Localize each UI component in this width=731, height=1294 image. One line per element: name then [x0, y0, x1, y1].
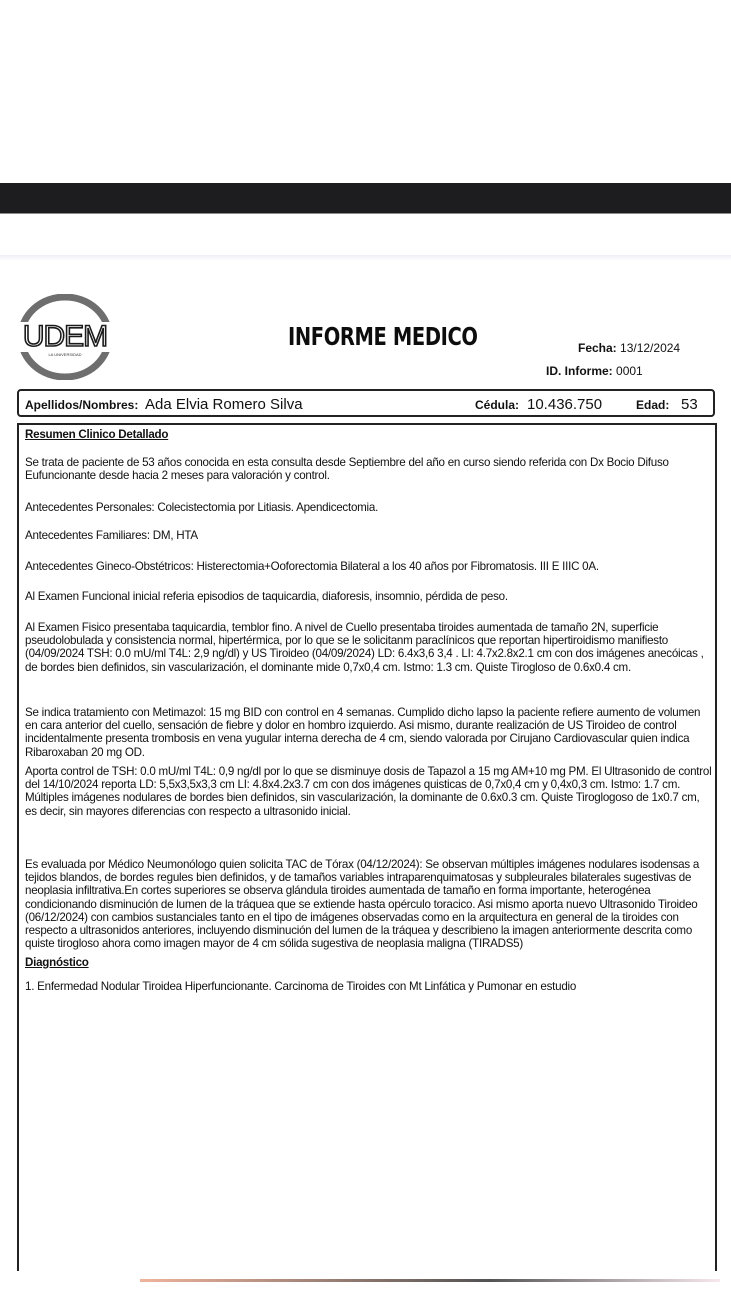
diagnostico-heading: Diagnóstico: [25, 956, 89, 969]
logo-subtext: LA UNIVERSIDAD: [48, 352, 82, 357]
fecha-value: 13/12/2024: [620, 341, 681, 355]
control-ultrasonido: Aporta control de TSH: 0.0 mU/ml T4L: 0,9 ng/dl por lo que se disminuye dosis de Tapazol a 15 mg AM+10 mg PM. El Ultrasonido de control del 14/10/2024 reporta LD: 5,5x3,5x3,3 cm LI: 4.8x4.2x3.7 cm con dos imágenes quisticas de 0,7x0,4 cm y 0,4x0,3 cm. Istmo: 1.7 cm. Múltiples imágenes nodulares de bordes bien definidos, sin vascularización, la dominante de 0.6x0.3 cm. Quiste Tiroglogoso de 1x0.7 cm, es decir, sin mayores diferencias con respecto a ultrasonido inicial.: [25, 765, 712, 818]
examen-fisico: Al Examen Fisico presentaba taquicardia, temblor fino. A nivel de Cuello presentaba tiroides aumentada de tamaño 2N, superficie pseudolobulada y consistencia normal, hipertérmica, por lo que se le solicitanm paraclínicos que reportan hipertiroidismo manifiesto (04/09/2024 TSH: 0.0 mU/ml T4L: 2,9 ng/dl) y US Tiroideo (04/09/2024) LD: 6.4x3,6 3,4 . LI: 4.7x2.8x2.1 cm con dos imágenes anecóicas , de bordes bien definidos, sin vascularización, el dominante mide 0,7x0,4 cm. Istmo: 1.3 cm. Quiste Tirogloso de 0.6x0.4 cm.: [25, 621, 704, 674]
resumen-paragraph: Se trata de paciente de 53 años conocida en esta consulta desde Septiembre del año en curso siendo referida con Dx Bocio Difuso Eufuncionante desde hacia 2 meses para valoración y control.: [25, 456, 669, 483]
clinical-summary-box: [17, 423, 717, 1271]
evaluacion-neumonologo: Es evaluada por Médico Neumonólogo quien solicita TAC de Tórax (04/12/2024): Se observan múltiples imágenes nodulares isodensas a tejidos blandos, de bordes regules bien definidos, y de tamaños variables intraparenquimatosas y subpleurales bilaterales sugestivas de neoplasia infiltrativa.En cortes superiores se observa glándula tiroides aumentada de tamaño en forma importante, heterogénea condicionando disminución de lumen de la tráquea que se extiende hasta opérculo toracico. Asi mismo aporta nuevo Ultrasonido Tiroideo (06/12/2024) con cambios sustanciales tanto en el tipo de imágenes observadas como en la arquitectura en general de la tiroides con respecto a ultrasonidos anteriores, incluyendo disminución del lumen de la tráquea y describieno la imagen anteriormente descrita como quiste tirogloso ahora como imagen mayor de 4 cm sólida sugestiva de neoplasia maligna (TIRADS5): [25, 858, 700, 951]
resumen-heading: Resumen Clinico Detallado: [25, 428, 169, 441]
antecedentes-gineco-obstetricos: Antecedentes Gineco-Obstétricos: Histerectomia+Ooforectomia Bilateral a los 40 años por Fibromatosis. III E IIIC 0A.: [25, 560, 599, 573]
logo-text: UDEM: [22, 320, 108, 353]
page-bottom-edge: [140, 1279, 720, 1282]
report-id: [546, 364, 643, 378]
id-value: 0001: [616, 364, 643, 378]
antecedentes-personales: Antecedentes Personales: Colecistectomia por Litiasis. Apendicectomia.: [25, 501, 379, 514]
viewer-top-bar: [0, 183, 731, 214]
antecedentes-familiares: Antecedentes Familiares: DM, HTA: [25, 529, 198, 542]
id-label: ID. Informe:: [546, 364, 613, 378]
diagnostico-item: 1. Enfermedad Nodular Tiroidea Hiperfuncionante. Carcinoma de Tiroides con Mt Linfática y Pumonar en estudio: [25, 980, 577, 993]
fecha-label: Fecha:: [578, 341, 617, 355]
cedula-label: Cédula:: [475, 398, 520, 412]
edad-value: 53: [681, 396, 698, 413]
patient-name: Ada Elvia Romero Silva: [145, 396, 303, 413]
report-date: [578, 341, 680, 355]
edad-label: Edad:: [636, 398, 670, 412]
patient-info-box: [17, 389, 715, 417]
document-title: INFORME MEDICO: [288, 322, 478, 351]
examen-funcional: Al Examen Funcional inicial referia episodios de taquicardia, diaforesis, insomnio, pérdida de peso.: [25, 590, 508, 603]
tratamiento: Se indica tratamiento con Metimazol: 15 mg BID con control en 4 semanas. Cumplido dicho lapso la paciente refiere aumento de volumen en cara anterior del cuello, sensación de fiebre y dolor en hombro izquierdo. Asi mismo, durante realización de US Tiroideo de control incidentalmente presenta trombosis en vena yugular interna derecha de 4 cm, siendo valorada por Cirujano Cardiovascular quien indica Ribaroxaban 20 mg OD.: [25, 706, 701, 759]
cedula-value: 10.436.750: [527, 396, 603, 413]
udem-logo-icon: [16, 294, 114, 380]
name-label: Apellidos/Nombres:: [25, 398, 139, 412]
page-edge-shadow: [0, 255, 731, 261]
